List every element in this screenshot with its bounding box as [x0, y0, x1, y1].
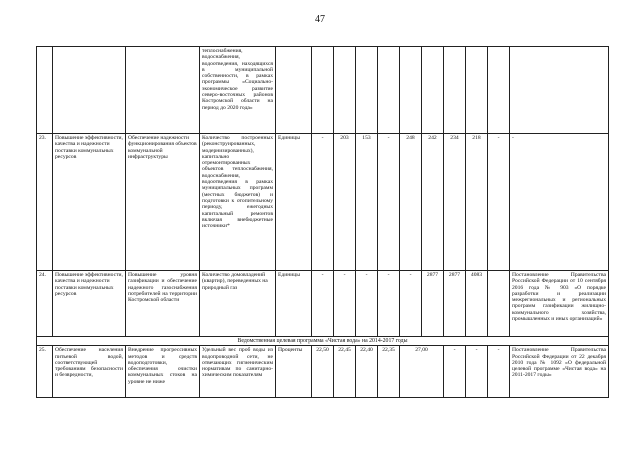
unit-cell: Проценты: [276, 346, 312, 398]
value-cell: -: [378, 271, 400, 337]
value-cell: [466, 47, 488, 134]
goal-cell: Повышение эффективности, качества и надежности поставки коммунальных ресурсов: [53, 134, 126, 271]
value-cell: [422, 47, 444, 134]
value-cell: 22,50: [312, 346, 334, 398]
value-cell: 218: [466, 134, 488, 271]
unit-cell: Единицы: [276, 134, 312, 271]
unit-cell: Единицы: [276, 271, 312, 337]
value-cell: -: [400, 271, 422, 337]
value-cell: [356, 47, 378, 134]
value-cell: [444, 47, 466, 134]
table-row: [37, 346, 609, 398]
value-cell: 234: [444, 134, 466, 271]
table-row: [37, 47, 609, 134]
table-row: [37, 134, 609, 271]
value-cell: 242: [422, 134, 444, 271]
value-cell: 22,45: [334, 346, 356, 398]
goal-cell: Обеспечение населения питьевой водой, соответствующей требованиям безопасности и безвредности,: [53, 346, 126, 398]
basis-cell: -: [510, 134, 609, 271]
indicator-cell: теплоснабжения, водоснабжения, водоотведения, находящихся в муниципальной собственности, в рамках программы «Социально-экономическое развитие северо-восточных районов Костромской области на период до 2020 года»: [200, 47, 276, 134]
value-cell: 2877: [422, 271, 444, 337]
value-cell: 248: [400, 134, 422, 271]
value-cell: -: [378, 134, 400, 271]
goal-cell: Повышение эффективности, качества и надежности поставки коммунальных ресурсов: [53, 271, 126, 337]
row-number: 25.: [37, 346, 53, 398]
value-cell: 153: [356, 134, 378, 271]
task-cell: Обеспечение надежности функционирования объектов коммунальной инфраструктуры: [126, 134, 200, 271]
value-cell: -: [444, 346, 466, 398]
unit-cell: [276, 47, 312, 134]
section-header-row: [37, 337, 609, 346]
value-cell: -: [312, 134, 334, 271]
basis-cell: [510, 47, 609, 134]
value-cell: [488, 271, 510, 337]
value-cell: [334, 47, 356, 134]
indicator-cell: Удельный вес проб воды из водопроводной сети, не отвечающих гигиеническим нормативам по санитарно-химическим показателям: [200, 346, 276, 398]
value-cell: 22,40: [356, 346, 378, 398]
value-cell: -: [356, 271, 378, 337]
task-cell: [126, 47, 200, 134]
value-cell: 27,00: [400, 346, 444, 398]
indicator-cell: Количество построенных (реконструированных, модернизированных), капитально отремонтированных объектов теплоснабжения, водоснабжения, водоотведения в рамках муниципальных программ (местных бюджетов) и подготовки к отопительному периоду, ежегодных капитальный ремонтов включая внебюджетные источники*: [200, 134, 276, 271]
value-cell: [378, 47, 400, 134]
value-cell: -: [334, 271, 356, 337]
basis-cell: Постановление Правительства Российской Федерации от 10 сентября 2016 года № 903 «О порядке разработки и реализации межрегиональных и региональных программ газификации жилищно-коммунального хозяйства, промышленных и иных организаций»: [510, 271, 609, 337]
goal-cell: [53, 47, 126, 134]
value-cell: [312, 47, 334, 134]
value-cell: 203: [334, 134, 356, 271]
task-cell: Внедрение прогрессивных методов и средств водоподготовки, обеспечения очистки коммунальных стоков на уровне не ниже: [126, 346, 200, 398]
value-cell: -: [488, 346, 510, 398]
row-number: [37, 47, 53, 134]
task-cell: Повышение уровня газификации и обеспечение надежного газоснабжения потребителей на территории Костромской области: [126, 271, 200, 337]
table-row: [37, 271, 609, 337]
row-number: 24.: [37, 271, 53, 337]
value-cell: -: [466, 346, 488, 398]
value-cell: 2877: [444, 271, 466, 337]
value-cell: 4083: [466, 271, 488, 337]
page-number: 47: [315, 14, 325, 25]
indicator-cell: Количество домовладений (квартир), переведенных на природный газ: [200, 271, 276, 337]
value-cell: -: [488, 134, 510, 271]
section-title: Ведомственная целевая программа «Чистая вода» на 2014-2017 годы: [37, 337, 609, 346]
basis-cell: Постановление Правительства Российской Федерации от 22 декабря 2010 года № 1092 «О федеральной целевой программе «Чистая вода» на 2011-2017 годы»: [510, 346, 609, 398]
value-cell: [488, 47, 510, 134]
value-cell: -: [312, 271, 334, 337]
row-number: 23.: [37, 134, 53, 271]
value-cell: [400, 47, 422, 134]
value-cell: 22,35: [378, 346, 400, 398]
indicators-table: [36, 46, 609, 398]
